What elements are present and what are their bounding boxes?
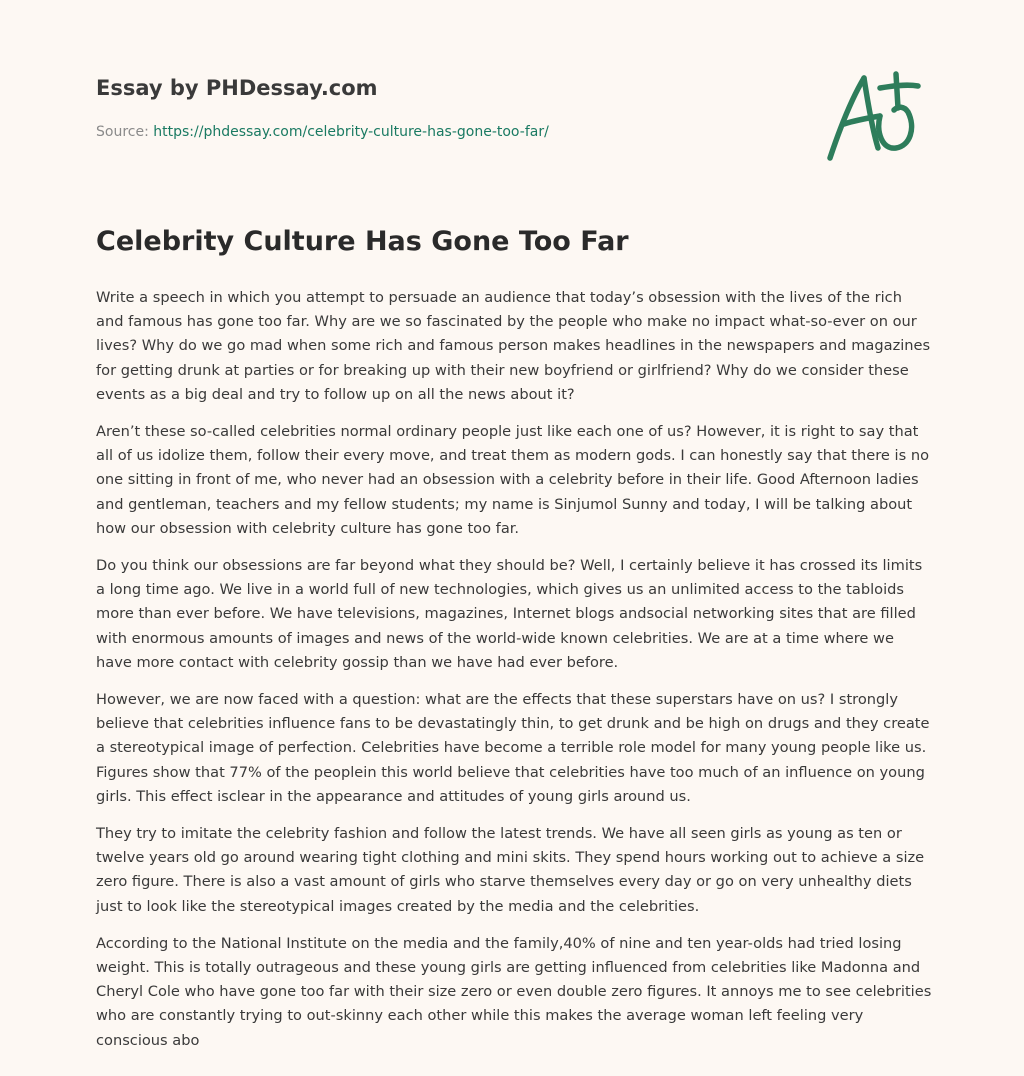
source-line [96, 124, 549, 140]
essay-paragraph: Do you think our obsessions are far beyond what they should be? Well, I certainly believe it has crossed its limits a long time ago. We live in a world full of new technologies, which gives us an unlimited access to the tabloids more than ever before. We have televisions, magazines, Internet blogs andsocial networking sites that are filled with enormous amounts of images and news of the world-wide known celebrities. We are at a time where we have more contact with celebrity gossip than we have had ever before. [96, 557, 923, 671]
essay-paragraph: However, we are now faced with a question: what are the effects that these superstars have on us? I strongly believe that celebrities influence fans to be devastatingly thin, to get drunk and be high on drugs and they create a stereotypical image of perfection. Celebrities have become a terrible role model for many young people like us. Figures show that 77% of the peoplein this world believe that celebrities have too much of an influence on young girls. This effect isclear in the appearance and attitudes of young girls around us. [96, 691, 930, 805]
essay-paragraph: They try to imitate the celebrity fashion and follow the latest trends. We have all seen girls as young as ten or twelve years old go around wearing tight clothing and mini skits. They spend hours working out to achieve a size zero figure. There is also a vast amount of girls who starve themselves every day or go on very unhealthy diets just to look like the stereotypical images created by the media and the celebrities. [96, 825, 925, 915]
essay-paragraph: Aren’t these so-called celebrities normal ordinary people just like each one of us? However, it is right to say that all of us idolize them, follow their every move, and treat them as modern gods. I can honestly say that there is no one sitting in front of me, who never had an obsession with a celebrity before in their life. Good Afternoon ladies and gentleman, teachers and my fellow students; my name is Sinjumol Sunny and today, I will be talking about how our obsession with celebrity culture has gone too far. [96, 423, 929, 537]
essay-paragraph: Write a speech in which you attempt to persuade an audience that today’s obsession with the lives of the rich and famous has gone too far. Why are we so fascinated by the people who make no impact what-so-ever on our lives? Why do we go mad when some rich and famous person makes headlines in the newspapers and magazines for getting drunk at parties or for breaking up with their new boyfriend or girlfriend? Why do we consider these events as a big deal and try to follow up on all the news about it? [96, 289, 931, 403]
a-plus-logo-icon [822, 66, 926, 164]
source-link[interactable]: https://phdessay.com/celebrity-culture-has-gone-too-far/ [153, 124, 549, 140]
source-label: Source: [96, 124, 149, 140]
essay-paragraph: According to the National Institute on the media and the family,40% of nine and ten year-olds had tried losing weight. This is totally outrageous and these young girls are getting influenced from celebrities like Madonna and Cheryl Cole who have gone too far with their size zero or even double zero figures. It annoys me to see celebrities who are constantly trying to out-skinny each other while this makes the average woman left feeling very conscious abo [96, 934, 932, 1049]
essay-title: Celebrity Culture Has Gone Too Far [96, 226, 629, 257]
essay-body [96, 286, 932, 1066]
site-title: Essay by PHDessay.com [96, 76, 378, 100]
